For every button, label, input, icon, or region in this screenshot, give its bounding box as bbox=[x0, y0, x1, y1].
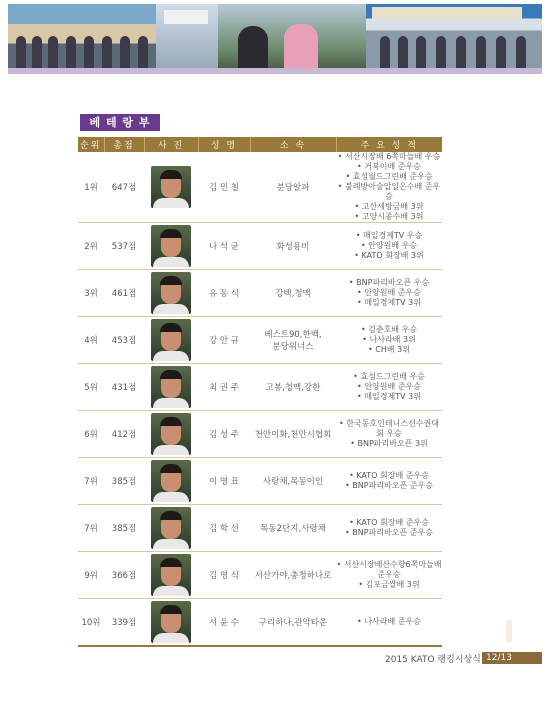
achievement-item: • 김춘호배 우승 bbox=[336, 325, 442, 335]
header-achievements: 주 요 성 적 bbox=[336, 137, 442, 152]
achievements-cell bbox=[336, 599, 442, 647]
achievement-item: • 안양원배 우승 bbox=[336, 241, 442, 251]
photo-cell bbox=[144, 317, 198, 364]
photo-cell bbox=[144, 552, 198, 599]
rank-cell: 1위 bbox=[78, 152, 104, 223]
achievement-item: • 효성월드그린배 준우승 bbox=[336, 172, 442, 182]
achievement-list bbox=[336, 560, 442, 590]
achievements-cell bbox=[336, 505, 442, 552]
achievements-cell bbox=[336, 317, 442, 364]
banner-photo-team bbox=[366, 4, 542, 70]
section-title: 베 테 랑 부 bbox=[80, 114, 160, 131]
affiliation-cell: 고봉,청맥,강한 bbox=[250, 364, 336, 411]
achievement-list bbox=[336, 325, 442, 355]
header-name: 성 명 bbox=[198, 137, 250, 152]
achievement-list bbox=[336, 518, 442, 538]
affiliation-cell: 천안이화,천안시협회 bbox=[250, 411, 336, 458]
rank-cell: 5위 bbox=[78, 364, 104, 411]
player-photo bbox=[151, 554, 191, 596]
achievements-cell bbox=[336, 364, 442, 411]
affiliation-cell: 서산가야,충청하나로 bbox=[250, 552, 336, 599]
achievements-cell bbox=[336, 270, 442, 317]
score-cell: 366점 bbox=[104, 552, 144, 599]
name-cell: 서 윤 수 bbox=[198, 599, 250, 647]
score-cell: 339점 bbox=[104, 599, 144, 647]
achievement-list bbox=[336, 471, 442, 491]
achievement-item: • BNP파리바오픈 우승 bbox=[336, 278, 442, 288]
rank-cell: 7위 bbox=[78, 458, 104, 505]
achievement-item: • 한국동호인테니스선수권대회 우승 bbox=[336, 419, 442, 439]
achievement-list bbox=[336, 372, 442, 402]
achievements-cell bbox=[336, 152, 442, 223]
page-decoration bbox=[506, 620, 512, 642]
player-photo bbox=[151, 225, 191, 267]
banner-stripe bbox=[8, 68, 542, 74]
table-row bbox=[78, 458, 442, 505]
rank-cell: 2위 bbox=[78, 223, 104, 270]
page-number: 12/13 bbox=[482, 652, 542, 664]
player-photo bbox=[151, 413, 191, 455]
table-row bbox=[78, 270, 442, 317]
achievement-item: • 고산세방금배 3위 bbox=[336, 202, 442, 212]
achievement-item: • 김포금쌀배 3위 bbox=[336, 580, 442, 590]
banner-photo-players bbox=[218, 4, 366, 70]
name-cell: 강 안 규 bbox=[198, 317, 250, 364]
table-row bbox=[78, 223, 442, 270]
photo-cell bbox=[144, 152, 198, 223]
banner-photo-sign bbox=[156, 4, 218, 70]
affiliation-cell: 강백,청맥 bbox=[250, 270, 336, 317]
name-cell: 나 석 균 bbox=[198, 223, 250, 270]
photo-cell bbox=[144, 411, 198, 458]
achievement-item: • 안양원배 준우승 bbox=[336, 382, 442, 392]
achievement-item: • 고양시종수배 3위 bbox=[336, 212, 442, 222]
achievement-item: • 서산시장배산수향6쪽마늘배 준우승 bbox=[336, 560, 442, 580]
score-cell: 385점 bbox=[104, 505, 144, 552]
name-cell: 김 성 주 bbox=[198, 411, 250, 458]
table-row bbox=[78, 411, 442, 458]
player-photo bbox=[151, 460, 191, 502]
achievements-cell bbox=[336, 223, 442, 270]
score-cell: 385점 bbox=[104, 458, 144, 505]
achievement-item: • KATO 회장배 3위 bbox=[336, 251, 442, 261]
player-photo bbox=[151, 366, 191, 408]
table-row bbox=[78, 317, 442, 364]
achievement-item: • 효성드그린배 우승 bbox=[336, 372, 442, 382]
achievement-item: • 불례방아술압일은수배 준우승 bbox=[336, 182, 442, 202]
affiliation-cell: 목동2단지,사랑채 bbox=[250, 505, 336, 552]
header-affiliation: 소 속 bbox=[250, 137, 336, 152]
achievement-item: • 매일경제TV 3위 bbox=[336, 298, 442, 308]
score-cell: 461점 bbox=[104, 270, 144, 317]
banner-photo-group bbox=[8, 4, 156, 70]
photo-cell bbox=[144, 270, 198, 317]
header-photo: 사 진 bbox=[144, 137, 198, 152]
player-photo bbox=[151, 166, 191, 208]
achievement-item: • 서산시장배 6쪽마늘배 우승 bbox=[336, 152, 442, 162]
achievement-list bbox=[336, 617, 442, 627]
table-row bbox=[78, 599, 442, 647]
player-photo bbox=[151, 507, 191, 549]
ranking-table bbox=[78, 137, 442, 647]
score-cell: 453점 bbox=[104, 317, 144, 364]
achievement-item: • 거북이배 준우승 bbox=[336, 162, 442, 172]
affiliation-cell: 베스트90,한백, 분당위너스 bbox=[250, 317, 336, 364]
rank-cell: 9위 bbox=[78, 552, 104, 599]
achievement-item: • BNP파리바오픈 준우승 bbox=[336, 481, 442, 491]
name-cell: 김 학 선 bbox=[198, 505, 250, 552]
name-cell: 최 권 주 bbox=[198, 364, 250, 411]
rank-cell: 3위 bbox=[78, 270, 104, 317]
achievement-list bbox=[336, 231, 442, 261]
achievement-item: • 안양원배 준우승 bbox=[336, 288, 442, 298]
rank-cell: 4위 bbox=[78, 317, 104, 364]
photo-cell bbox=[144, 223, 198, 270]
table-row bbox=[78, 152, 442, 223]
player-photo bbox=[151, 601, 191, 643]
achievements-cell bbox=[336, 458, 442, 505]
photo-cell bbox=[144, 458, 198, 505]
affiliation-cell: 사랑채,목동이인 bbox=[250, 458, 336, 505]
achievement-list bbox=[336, 152, 442, 222]
name-cell: 이 영 표 bbox=[198, 458, 250, 505]
achievement-item: • 나사라배 3위 bbox=[336, 335, 442, 345]
rank-cell: 6위 bbox=[78, 411, 104, 458]
photo-cell bbox=[144, 505, 198, 552]
achievement-item: • KATO 회장배 준우승 bbox=[336, 471, 442, 481]
achievement-list bbox=[336, 419, 442, 449]
score-cell: 431점 bbox=[104, 364, 144, 411]
score-cell: 537점 bbox=[104, 223, 144, 270]
achievements-cell bbox=[336, 552, 442, 599]
achievement-item: • 매일경제TV 우승 bbox=[336, 231, 442, 241]
header-rank: 순위 bbox=[78, 137, 104, 152]
achievement-item: • CH배 3위 bbox=[336, 345, 442, 355]
table-row bbox=[78, 505, 442, 552]
table-row bbox=[78, 364, 442, 411]
player-photo bbox=[151, 319, 191, 361]
rank-cell: 7위 bbox=[78, 505, 104, 552]
achievement-item: • BNP파리바오픈 3위 bbox=[336, 439, 442, 449]
name-cell: 김 민 철 bbox=[198, 152, 250, 223]
photo-cell bbox=[144, 364, 198, 411]
header-score: 총점 bbox=[104, 137, 144, 152]
footer-label: 2015 KATO 랭킹시상식 bbox=[385, 655, 481, 665]
table-header-row bbox=[78, 137, 442, 152]
score-cell: 647점 bbox=[104, 152, 144, 223]
table-row bbox=[78, 552, 442, 599]
affiliation-cell: 구리하나,관악타운 bbox=[250, 599, 336, 647]
affiliation-cell: 분당알파 bbox=[250, 152, 336, 223]
table-body bbox=[78, 152, 442, 646]
score-cell: 412점 bbox=[104, 411, 144, 458]
name-cell: 유 동 식 bbox=[198, 270, 250, 317]
achievement-item: • 나사라배 준우승 bbox=[336, 617, 442, 627]
achievement-item: • BNP파리바오픈 준우승 bbox=[336, 528, 442, 538]
player-photo bbox=[151, 272, 191, 314]
affiliation-cell: 화성용비 bbox=[250, 223, 336, 270]
achievement-item: • 매일경제TV 3위 bbox=[336, 392, 442, 402]
achievement-list bbox=[336, 278, 442, 308]
achievements-cell bbox=[336, 411, 442, 458]
header-banner bbox=[8, 4, 542, 70]
photo-cell bbox=[144, 599, 198, 647]
achievement-item: • KATO 회장배 준우승 bbox=[336, 518, 442, 528]
name-cell: 김 영 식 bbox=[198, 552, 250, 599]
rank-cell: 10위 bbox=[78, 599, 104, 647]
